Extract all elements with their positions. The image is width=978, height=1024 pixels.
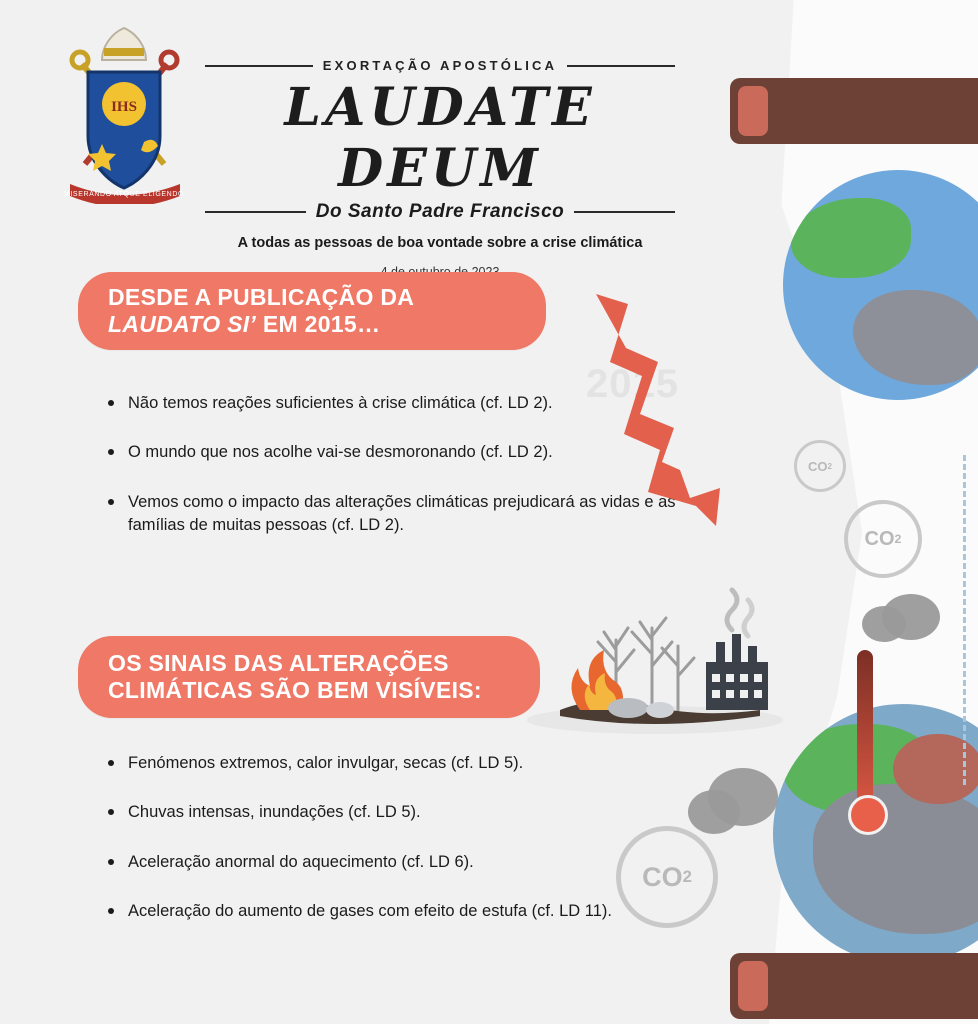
co2-subscript: 2 [827, 461, 832, 471]
co2-label: CO [864, 527, 895, 550]
co2-label: CO [808, 458, 828, 474]
list-item: Vemos como o impacto das alterações climáticas prejudicará as vidas e as famílias de muitas pessoas (cf. LD 2). [100, 491, 688, 538]
smog-cloud-icon [688, 790, 740, 834]
co2-label: CO [642, 861, 683, 892]
co2-subscript: 2 [682, 867, 692, 886]
list-item: O mundo que nos acolhe vai-se desmoronando (cf. LD 2). [100, 441, 688, 464]
header [0, 0, 978, 251]
section-1-heading-italic: LAUDATO SI’ [108, 311, 257, 337]
co2-icon [794, 440, 846, 492]
kicker-row [205, 58, 675, 73]
thermometer-bulb [848, 795, 888, 835]
smog-cloud-icon [862, 606, 906, 642]
globe-land [853, 290, 978, 385]
subtitle-row [205, 201, 675, 223]
year-label-2015: 2015 [586, 362, 679, 406]
section-1-heading-line1: DESDE A PUBLICAÇÃO DA [108, 283, 415, 310]
papal-coat-of-arms [52, 24, 197, 204]
hourglass-top-frame [730, 78, 978, 144]
page-title: LAUDATE DEUM [284, 77, 596, 199]
co2-icon [844, 500, 922, 578]
title-block [205, 58, 675, 279]
crest-motto: MISERANDO ATQUE ELIGENDO [63, 191, 185, 198]
co2-icon [616, 826, 718, 928]
rule-left [205, 65, 313, 67]
section-2-heading [78, 636, 540, 718]
list-item: Fenómenos extremos, calor invulgar, secas (cf. LD 5). [100, 752, 612, 775]
downward-arrow-icon [570, 292, 760, 552]
document-kicker: EXORTAÇÃO APOSTÓLICA [322, 58, 558, 73]
dashed-divider [963, 455, 968, 785]
rule-right [574, 211, 675, 213]
section-2-heading-line1: OS SINAIS DAS ALTERAÇÕES [108, 649, 449, 676]
globe-land [791, 198, 911, 278]
hourglass-bottom-frame [730, 953, 978, 1019]
list-item: Não temos reações suficientes à crise climática (cf. LD 2). [100, 392, 688, 415]
rule-left [205, 211, 306, 213]
section-2-bullets [100, 752, 612, 950]
section-1-heading-rest: EM 2015… [256, 311, 381, 337]
crest-monogram: IHS [111, 99, 137, 115]
section-2-heading-line2: CLIMÁTICAS SÃO BEM VISÍVEIS: [108, 677, 482, 703]
climate-damage-illustration [520, 580, 790, 740]
thermometer-icon [848, 650, 882, 850]
co2-subscript: 2 [894, 532, 902, 546]
list-item: Aceleração do aumento de gases com efeito de estufa (cf. LD 11). [100, 900, 612, 923]
globe-land [813, 784, 978, 934]
document-subtitle: Do Santo Padre Francisco [315, 201, 565, 222]
list-item: Chuvas intensas, inundações (cf. LD 5). [100, 801, 612, 824]
document-tagline: A todas as pessoas de boa vontade sobre a crise climática [237, 235, 643, 251]
section-1-heading [78, 272, 546, 350]
rule-right [567, 65, 675, 67]
list-item: Aceleração anormal do aquecimento (cf. LD 6). [100, 851, 612, 874]
